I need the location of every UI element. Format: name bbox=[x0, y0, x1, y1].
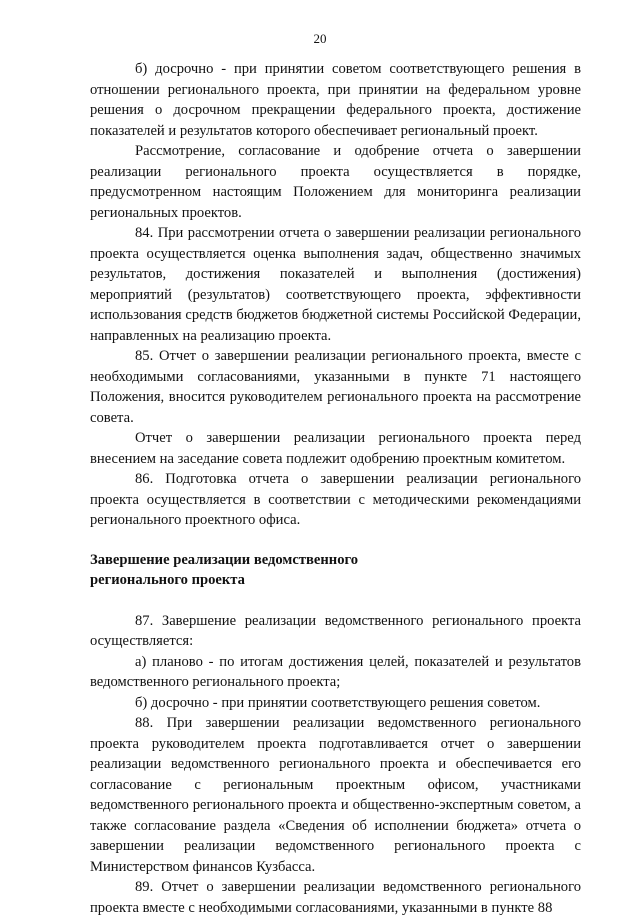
paragraph: 85. Отчет о завершении реализации регионального проекта, вместе с необходимыми согласованиями, указанными в пункте 71 настоящего Положения, вносится руководителем регионального проекта на рассмотрение совета. bbox=[90, 348, 581, 426]
paragraph: а) планово - по итогам достижения целей, показателей и результатов ведомственного регионального проекта; bbox=[90, 653, 581, 690]
paragraph: 88. При завершении реализации ведомственного регионального проекта руководителем проекта подготавливается отчет о завершении реализации ведомственного регионального проекта и обеспечивается его согласование с региональным проектным офисом, участниками ведомственного регионального проекта и общественно-экспертным советом, а также согласование раздела «Сведения об исполнении бюджета» отчета о завершении реализации ведомственного регионального проекта с Министерством финансов Кузбасса. bbox=[90, 715, 581, 875]
page-number: 20 bbox=[313, 31, 327, 46]
paragraph: 89. Отчет о завершении реализации ведомственного регионального проекта вместе с необходимыми согласованиями, указанными в пункте 88 bbox=[90, 879, 581, 916]
section-heading-line-2: регионального проекта bbox=[90, 572, 245, 588]
paragraph: б) досрочно - при принятии соответствующего решения советом. bbox=[135, 694, 541, 711]
paragraph: 86. Подготовка отчета о завершении реализации регионального проекта осуществляется в соответствии с методическими рекомендациями регионального проектного офиса. bbox=[90, 471, 581, 528]
section-heading-line-1: Завершение реализации ведомственного bbox=[90, 551, 359, 568]
paragraph: Отчет о завершении реализации регионального проекта перед внесением на заседание совета подлежит одобрению проектным комитетом. bbox=[90, 430, 581, 467]
paragraph: б) досрочно - при принятии советом соответствующего решения в отношении регионального проекта, при принятии на федеральном уровне решения о досрочном прекращении федерального проекта, достижение показателей и результатов которого обеспечивает региональный проект. bbox=[90, 61, 581, 139]
paragraph: 87. Завершение реализации ведомственного регионального проекта осуществляется: bbox=[90, 612, 581, 649]
section-heading bbox=[90, 550, 581, 591]
document-body bbox=[90, 59, 581, 918]
paragraph: 84. При рассмотрении отчета о завершении реализации регионального проекта осуществляется оценка выполнения задач, общественно значимых результатов, достижения показателей и выполнения (достижения) мероприятий (результатов) соответствующего проекта, эффективности использования средств бюджетов бюджетной системы Российской Федерации, направленных на реализацию проекта. bbox=[90, 225, 581, 344]
paragraph: Рассмотрение, согласование и одобрение отчета о завершении реализации регионального проекта осуществляется в порядке, предусмотренном настоящим Положением для мониторинга реализации региональных проектов. bbox=[90, 143, 581, 221]
